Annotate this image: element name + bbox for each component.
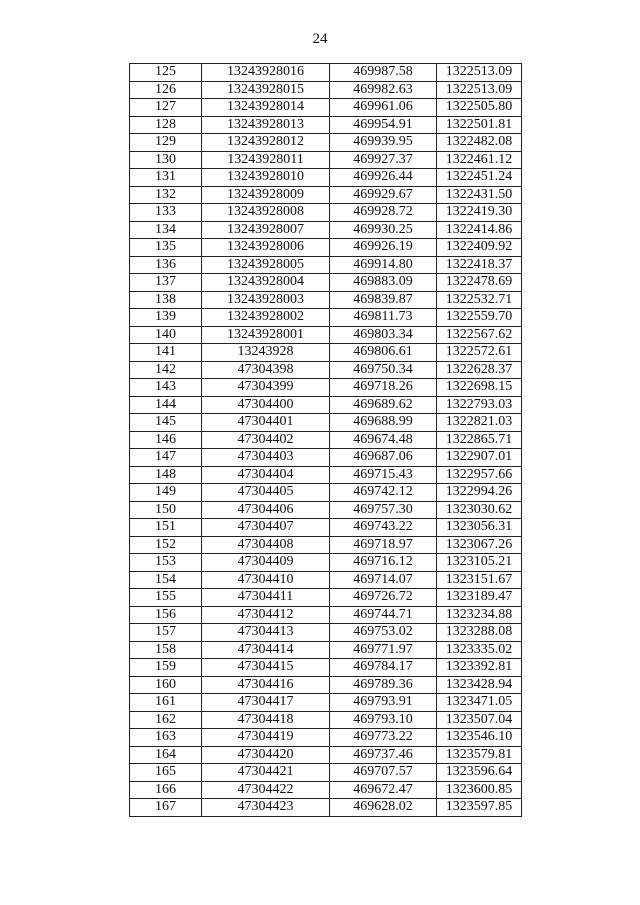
cell-coordinate-y: 1323392.81: [437, 659, 522, 677]
cell-coordinate-x: 469674.48: [330, 431, 437, 449]
cell-point-number: 125: [130, 64, 202, 82]
cell-coordinate-y: 1323105.21: [437, 554, 522, 572]
cell-coordinate-x: 469750.34: [330, 361, 437, 379]
table-row: [130, 729, 522, 747]
table-row: [130, 431, 522, 449]
cell-point-number: 148: [130, 466, 202, 484]
cell-point-id: 47304418: [202, 711, 330, 729]
cell-coordinate-y: 1322478.69: [437, 274, 522, 292]
table-row: [130, 81, 522, 99]
cell-coordinate-x: 469982.63: [330, 81, 437, 99]
cell-coordinate-y: 1322793.03: [437, 396, 522, 414]
table-row: [130, 466, 522, 484]
cell-coordinate-x: 469714.07: [330, 571, 437, 589]
cell-coordinate-x: 469771.97: [330, 641, 437, 659]
cell-coordinate-x: 469926.19: [330, 239, 437, 257]
cell-coordinate-y: 1322418.37: [437, 256, 522, 274]
cell-coordinate-y: 1322409.92: [437, 239, 522, 257]
table-row: [130, 396, 522, 414]
cell-point-number: 157: [130, 624, 202, 642]
cell-point-id: 13243928009: [202, 186, 330, 204]
cell-coordinate-x: 469883.09: [330, 274, 437, 292]
cell-point-number: 130: [130, 151, 202, 169]
table-row: [130, 536, 522, 554]
cell-point-number: 156: [130, 606, 202, 624]
cell-point-number: 151: [130, 519, 202, 537]
table-row: [130, 449, 522, 467]
cell-point-id: 13243928010: [202, 169, 330, 187]
cell-point-id: 47304403: [202, 449, 330, 467]
cell-coordinate-y: 1323600.85: [437, 781, 522, 799]
cell-point-id: 47304404: [202, 466, 330, 484]
cell-coordinate-x: 469743.22: [330, 519, 437, 537]
cell-point-id: 13243928001: [202, 326, 330, 344]
table-row: [130, 186, 522, 204]
cell-coordinate-y: 1322431.50: [437, 186, 522, 204]
table-row: [130, 291, 522, 309]
cell-coordinate-y: 1322461.12: [437, 151, 522, 169]
table-row: [130, 624, 522, 642]
cell-point-number: 142: [130, 361, 202, 379]
cell-coordinate-y: 1322821.03: [437, 414, 522, 432]
cell-point-number: 145: [130, 414, 202, 432]
table-row: [130, 239, 522, 257]
table-row: [130, 309, 522, 327]
table-row: [130, 134, 522, 152]
cell-coordinate-x: 469744.71: [330, 606, 437, 624]
cell-coordinate-x: 469811.73: [330, 309, 437, 327]
cell-coordinate-y: 1322505.80: [437, 99, 522, 117]
cell-coordinate-x: 469687.06: [330, 449, 437, 467]
cell-point-id: 13243928005: [202, 256, 330, 274]
cell-point-number: 133: [130, 204, 202, 222]
cell-coordinate-y: 1323596.64: [437, 764, 522, 782]
cell-point-id: 47304410: [202, 571, 330, 589]
cell-point-number: 146: [130, 431, 202, 449]
cell-point-number: 126: [130, 81, 202, 99]
cell-coordinate-x: 469793.10: [330, 711, 437, 729]
cell-point-number: 138: [130, 291, 202, 309]
cell-point-number: 127: [130, 99, 202, 117]
cell-point-id: 47304417: [202, 694, 330, 712]
cell-point-id: 47304405: [202, 484, 330, 502]
cell-point-id: 47304414: [202, 641, 330, 659]
cell-point-number: 167: [130, 799, 202, 817]
table-row: [130, 781, 522, 799]
cell-coordinate-x: 469707.57: [330, 764, 437, 782]
cell-coordinate-y: 1323189.47: [437, 589, 522, 607]
table-row: [130, 484, 522, 502]
cell-point-number: 166: [130, 781, 202, 799]
cell-coordinate-y: 1322994.26: [437, 484, 522, 502]
cell-point-number: 159: [130, 659, 202, 677]
cell-point-id: 47304420: [202, 746, 330, 764]
cell-point-id: 47304422: [202, 781, 330, 799]
cell-point-number: 137: [130, 274, 202, 292]
cell-coordinate-y: 1323546.10: [437, 729, 522, 747]
cell-coordinate-y: 1322698.15: [437, 379, 522, 397]
cell-coordinate-x: 469929.67: [330, 186, 437, 204]
cell-point-number: 129: [130, 134, 202, 152]
cell-coordinate-x: 469753.02: [330, 624, 437, 642]
table-row: [130, 589, 522, 607]
table-row: [130, 606, 522, 624]
cell-point-id: 47304402: [202, 431, 330, 449]
cell-coordinate-y: 1322419.30: [437, 204, 522, 222]
cell-coordinate-y: 1323067.26: [437, 536, 522, 554]
cell-coordinate-y: 1322501.81: [437, 116, 522, 134]
cell-point-number: 139: [130, 309, 202, 327]
cell-coordinate-y: 1322532.71: [437, 291, 522, 309]
page-number: 24: [312, 31, 328, 47]
cell-point-id: 13243928008: [202, 204, 330, 222]
cell-point-number: 155: [130, 589, 202, 607]
cell-coordinate-x: 469961.06: [330, 99, 437, 117]
cell-point-id: 47304415: [202, 659, 330, 677]
table-row: [130, 676, 522, 694]
cell-coordinate-y: 1323471.05: [437, 694, 522, 712]
cell-point-number: 164: [130, 746, 202, 764]
cell-coordinate-y: 1323288.08: [437, 624, 522, 642]
cell-point-number: 149: [130, 484, 202, 502]
cell-point-number: 147: [130, 449, 202, 467]
cell-coordinate-y: 1323597.85: [437, 799, 522, 817]
table-row: [130, 169, 522, 187]
table-row: [130, 711, 522, 729]
cell-coordinate-y: 1323579.81: [437, 746, 522, 764]
cell-point-id: 47304401: [202, 414, 330, 432]
table-row: [130, 344, 522, 362]
table-row: [130, 116, 522, 134]
cell-coordinate-x: 469914.80: [330, 256, 437, 274]
cell-point-id: 13243928006: [202, 239, 330, 257]
cell-point-id: 47304398: [202, 361, 330, 379]
table-row: [130, 659, 522, 677]
cell-coordinate-y: 1322907.01: [437, 449, 522, 467]
cell-coordinate-x: 469939.95: [330, 134, 437, 152]
cell-coordinate-x: 469773.22: [330, 729, 437, 747]
cell-coordinate-y: 1322482.08: [437, 134, 522, 152]
cell-point-number: 128: [130, 116, 202, 134]
cell-coordinate-x: 469839.87: [330, 291, 437, 309]
cell-coordinate-x: 469757.30: [330, 501, 437, 519]
cell-point-number: 144: [130, 396, 202, 414]
cell-point-id: 47304408: [202, 536, 330, 554]
cell-coordinate-y: 1322451.24: [437, 169, 522, 187]
cell-coordinate-x: 469789.36: [330, 676, 437, 694]
cell-point-number: 154: [130, 571, 202, 589]
cell-point-number: 165: [130, 764, 202, 782]
cell-coordinate-x: 469688.99: [330, 414, 437, 432]
cell-coordinate-y: 1323056.31: [437, 519, 522, 537]
table-row: [130, 99, 522, 117]
cell-point-id: 47304416: [202, 676, 330, 694]
table-row: [130, 204, 522, 222]
cell-coordinate-x: 469715.43: [330, 466, 437, 484]
cell-point-id: 47304409: [202, 554, 330, 572]
table-row: [130, 764, 522, 782]
cell-point-id: 47304400: [202, 396, 330, 414]
cell-coordinate-y: 1322572.61: [437, 344, 522, 362]
cell-point-id: 13243928007: [202, 221, 330, 239]
cell-point-number: 135: [130, 239, 202, 257]
table-row: [130, 64, 522, 82]
cell-point-id: 13243928003: [202, 291, 330, 309]
table-row: [130, 151, 522, 169]
cell-coordinate-x: 469927.37: [330, 151, 437, 169]
cell-coordinate-x: 469803.34: [330, 326, 437, 344]
table-row: [130, 501, 522, 519]
cell-coordinate-y: 1322559.70: [437, 309, 522, 327]
cell-point-number: 162: [130, 711, 202, 729]
cell-point-number: 132: [130, 186, 202, 204]
cell-coordinate-y: 1322513.09: [437, 64, 522, 82]
cell-coordinate-y: 1322513.09: [437, 81, 522, 99]
table-row: [130, 274, 522, 292]
table-row: [130, 519, 522, 537]
table-row: [130, 694, 522, 712]
cell-point-number: 141: [130, 344, 202, 362]
cell-point-number: 163: [130, 729, 202, 747]
cell-point-id: 47304412: [202, 606, 330, 624]
cell-coordinate-x: 469954.91: [330, 116, 437, 134]
cell-coordinate-y: 1322957.66: [437, 466, 522, 484]
cell-coordinate-y: 1322414.86: [437, 221, 522, 239]
cell-point-number: 158: [130, 641, 202, 659]
cell-coordinate-y: 1323507.04: [437, 711, 522, 729]
cell-point-number: 150: [130, 501, 202, 519]
cell-coordinate-x: 469689.62: [330, 396, 437, 414]
cell-coordinate-x: 469718.26: [330, 379, 437, 397]
cell-point-id: 47304423: [202, 799, 330, 817]
cell-coordinate-x: 469726.72: [330, 589, 437, 607]
cell-point-id: 47304406: [202, 501, 330, 519]
cell-point-number: 134: [130, 221, 202, 239]
table-row: [130, 571, 522, 589]
cell-point-id: 13243928012: [202, 134, 330, 152]
cell-coordinate-x: 469930.25: [330, 221, 437, 239]
table-row: [130, 326, 522, 344]
table-row: [130, 746, 522, 764]
cell-coordinate-x: 469742.12: [330, 484, 437, 502]
cell-point-id: 13243928015: [202, 81, 330, 99]
coordinates-table-container: [129, 63, 522, 817]
cell-coordinate-y: 1322567.62: [437, 326, 522, 344]
cell-point-id: 13243928004: [202, 274, 330, 292]
cell-coordinate-x: 469628.02: [330, 799, 437, 817]
cell-coordinate-y: 1323151.67: [437, 571, 522, 589]
cell-coordinate-x: 469737.46: [330, 746, 437, 764]
cell-coordinate-y: 1323030.62: [437, 501, 522, 519]
cell-coordinate-y: 1322628.37: [437, 361, 522, 379]
cell-point-number: 140: [130, 326, 202, 344]
cell-point-id: 47304407: [202, 519, 330, 537]
table-row: [130, 554, 522, 572]
cell-coordinate-y: 1323428.94: [437, 676, 522, 694]
cell-point-number: 160: [130, 676, 202, 694]
cell-point-id: 13243928016: [202, 64, 330, 82]
table-row: [130, 361, 522, 379]
cell-point-id: 47304413: [202, 624, 330, 642]
cell-coordinate-x: 469806.61: [330, 344, 437, 362]
cell-coordinate-y: 1323234.88: [437, 606, 522, 624]
coordinates-table-body: [130, 64, 522, 817]
cell-point-id: 47304419: [202, 729, 330, 747]
cell-point-id: 47304399: [202, 379, 330, 397]
cell-coordinate-x: 469672.47: [330, 781, 437, 799]
cell-point-id: 13243928014: [202, 99, 330, 117]
cell-coordinate-y: 1323335.02: [437, 641, 522, 659]
table-row: [130, 414, 522, 432]
cell-point-id: 13243928011: [202, 151, 330, 169]
cell-coordinate-x: 469716.12: [330, 554, 437, 572]
cell-point-number: 161: [130, 694, 202, 712]
table-row: [130, 256, 522, 274]
cell-coordinate-x: 469926.44: [330, 169, 437, 187]
cell-point-id: 47304421: [202, 764, 330, 782]
cell-point-id: 13243928002: [202, 309, 330, 327]
table-row: [130, 641, 522, 659]
table-row: [130, 799, 522, 817]
cell-point-id: 13243928: [202, 344, 330, 362]
cell-point-id: 13243928013: [202, 116, 330, 134]
cell-point-id: 47304411: [202, 589, 330, 607]
table-row: [130, 379, 522, 397]
cell-coordinate-x: 469718.97: [330, 536, 437, 554]
cell-point-number: 153: [130, 554, 202, 572]
cell-coordinate-x: 469784.17: [330, 659, 437, 677]
table-row: [130, 221, 522, 239]
cell-point-number: 131: [130, 169, 202, 187]
cell-coordinate-x: 469928.72: [330, 204, 437, 222]
cell-point-number: 143: [130, 379, 202, 397]
cell-coordinate-y: 1322865.71: [437, 431, 522, 449]
cell-coordinate-x: 469793.91: [330, 694, 437, 712]
cell-coordinate-x: 469987.58: [330, 64, 437, 82]
coordinates-table: [129, 63, 522, 817]
cell-point-number: 136: [130, 256, 202, 274]
cell-point-number: 152: [130, 536, 202, 554]
